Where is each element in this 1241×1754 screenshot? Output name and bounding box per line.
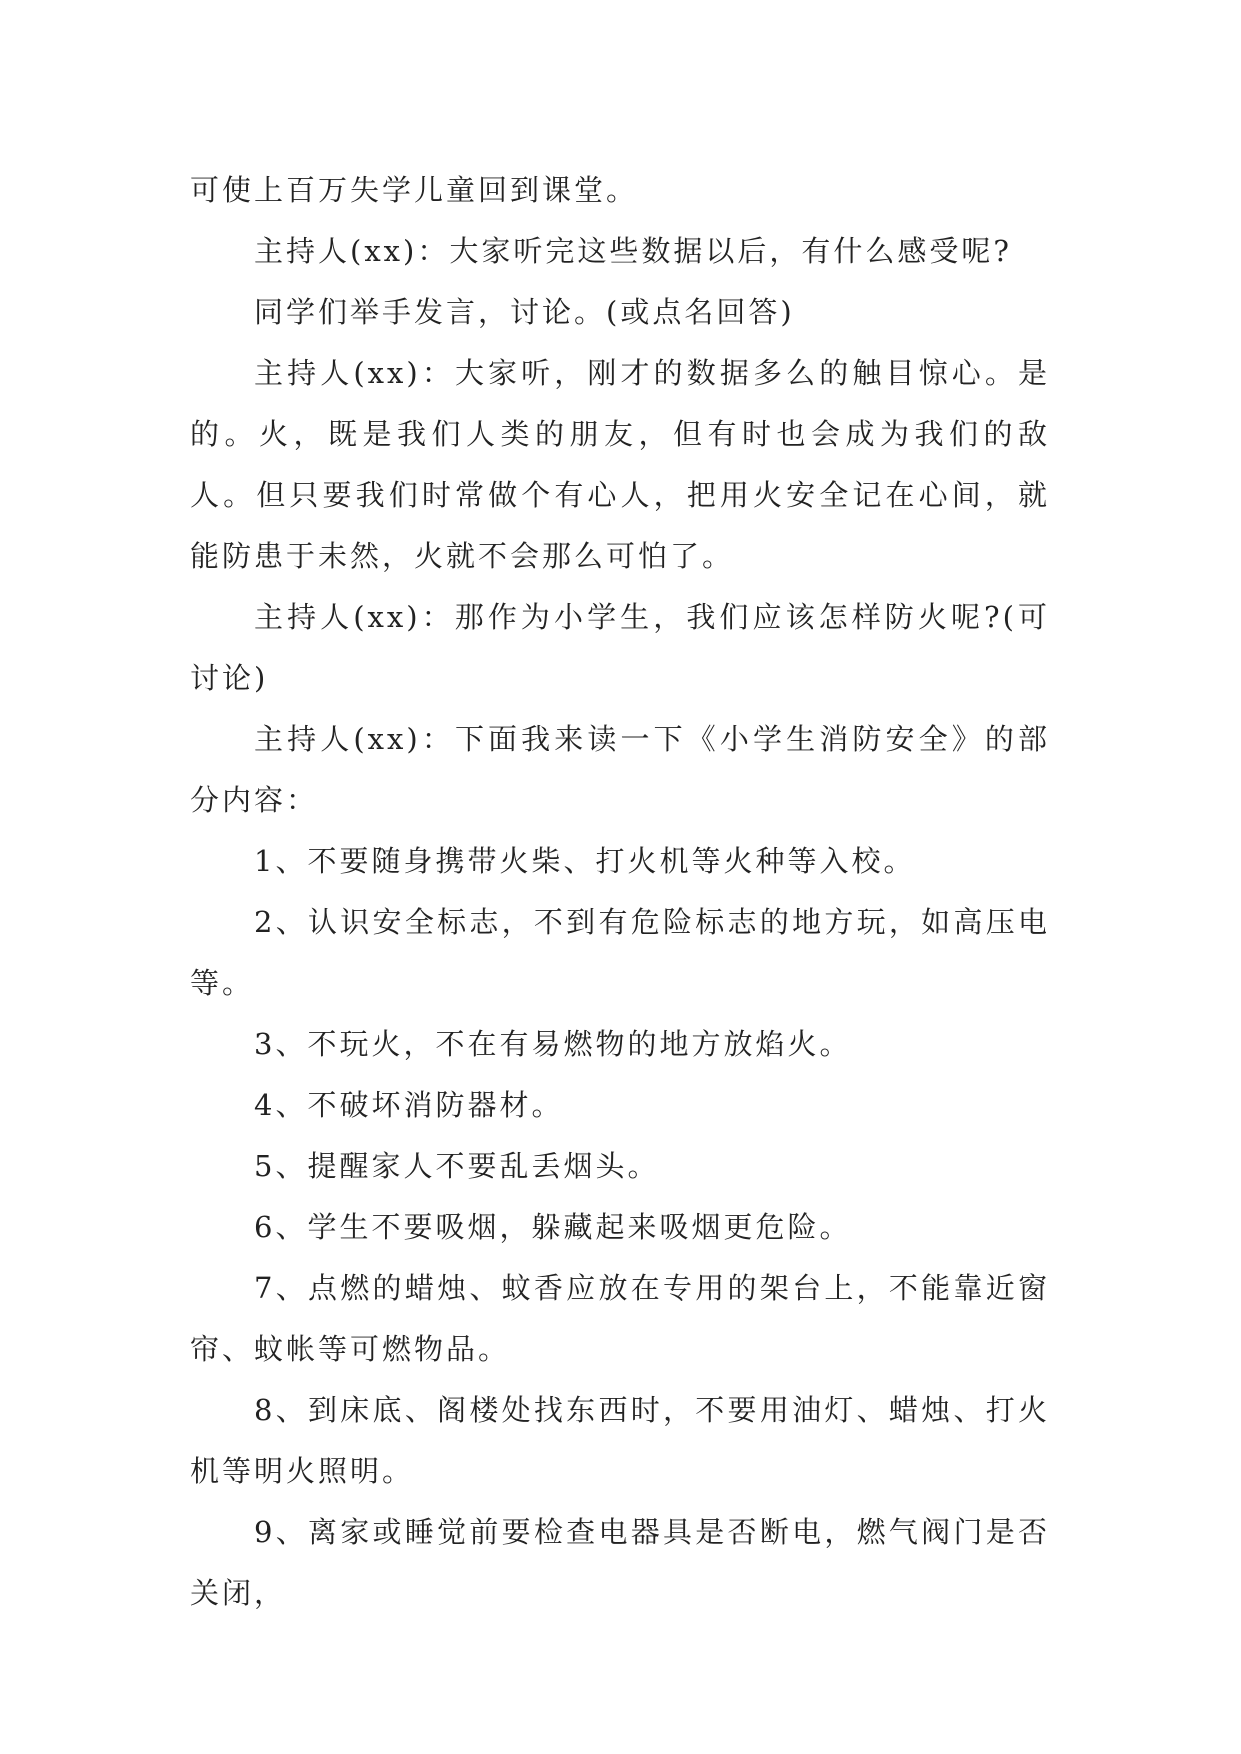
list-item-4: 4、不破坏消防器材。	[254, 1088, 564, 1122]
paragraph-3: 同学们举手发言，讨论。(或点名回答)	[254, 295, 795, 329]
paragraph-6: 主持人(xx)：下面我来读一下《小学生消防安全》的部分内容：	[190, 722, 1050, 817]
list-item-9: 9、离家或睡觉前要检查电器具是否断电，燃气阀门是否关闭，	[190, 1515, 1050, 1610]
paragraph-1: 可使上百万失学儿童回到课堂。	[190, 173, 639, 207]
paragraph-2: 主持人(xx)：大家听完这些数据以后，有什么感受呢?	[254, 234, 1012, 268]
list-item-7: 7、点燃的蜡烛、蚊香应放在专用的架台上，不能靠近窗帘、蚊帐等可燃物品。	[190, 1271, 1050, 1366]
list-item-2: 2、认识安全标志，不到有危险标志的地方玩，如高压电等。	[190, 905, 1050, 1000]
list-item-6: 6、学生不要吸烟，躲藏起来吸烟更危险。	[254, 1210, 852, 1244]
paragraph-4: 主持人(xx)：大家听，刚才的数据多么的触目惊心。是的。火，既是我们人类的朋友，但有时也会成为我们的敌人。但只要我们时常做个有心人，把用火安全记在心间，就能防患于未然，火就不会那么可怕了。	[190, 356, 1050, 573]
paragraph-5: 主持人(xx)：那作为小学生，我们应该怎样防火呢?(可讨论)	[190, 600, 1050, 695]
list-item-3: 3、不玩火，不在有易燃物的地方放焰火。	[254, 1027, 852, 1061]
list-item-8: 8、到床底、阁楼处找东西时，不要用油灯、蜡烛、打火机等明火照明。	[190, 1393, 1050, 1488]
list-item-5: 5、提醒家人不要乱丢烟头。	[254, 1149, 660, 1183]
list-item-1: 1、不要随身携带火柴、打火机等火种等入校。	[254, 844, 916, 878]
document-body	[190, 160, 1050, 1624]
